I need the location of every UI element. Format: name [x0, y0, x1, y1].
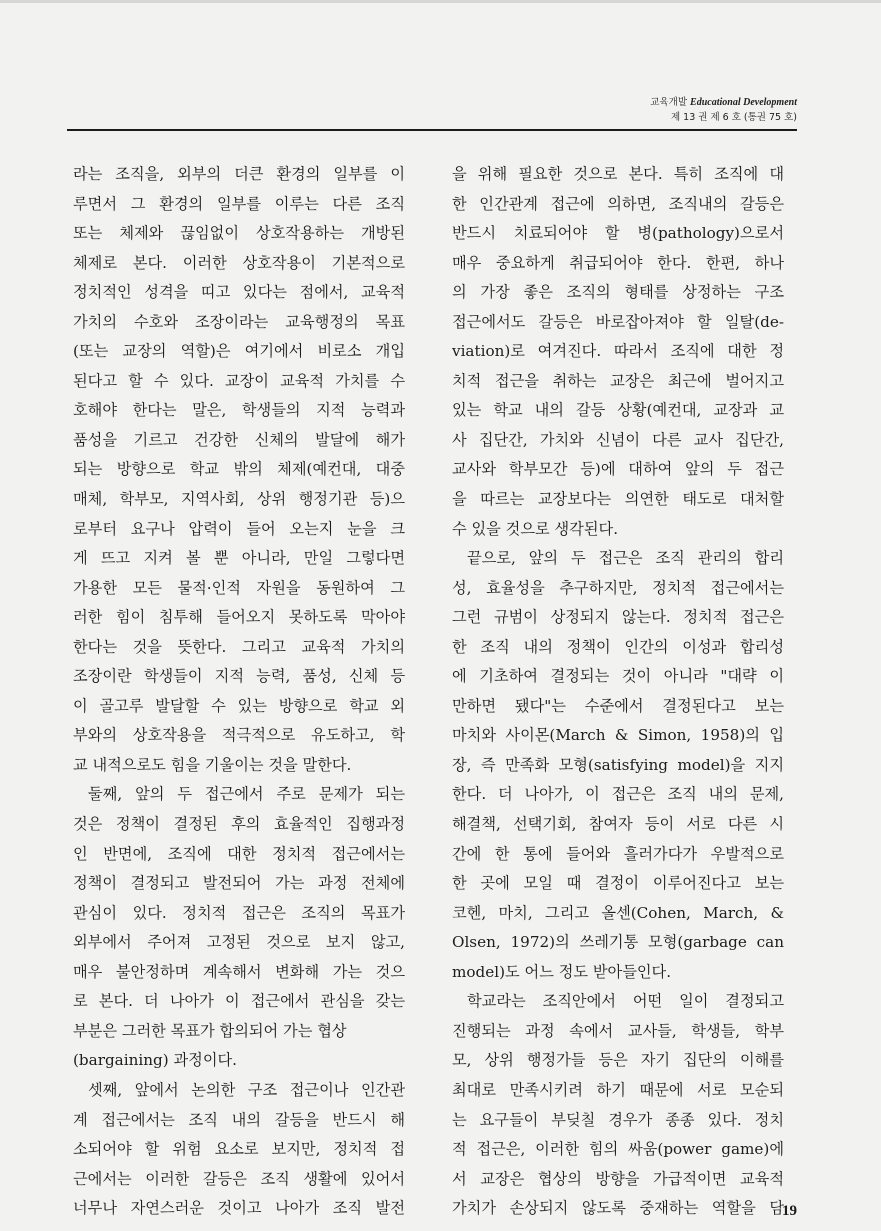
- text-line: (또는 교장의 역할)은 여기에서 비로소 개입: [73, 342, 405, 361]
- text-line: 되는 방향으로 학교 밖의 체제(예컨대, 대중: [73, 460, 405, 479]
- text-line: 끝으로, 앞의 두 접근은 조직 관리의 합리: [467, 549, 784, 568]
- text-line: 학교라는 조직안에서 어떤 일이 결정되고: [467, 992, 784, 1011]
- text-line: 너무나 자연스러운 것이고 나아가 조직 발전: [73, 1199, 405, 1218]
- text-line: 을 따르는 교장보다는 의연한 태도로 대처할: [452, 490, 784, 509]
- text-line: 매우 불안정하며 계속해서 변화해 가는 것으: [73, 962, 405, 981]
- right-column: [452, 160, 784, 1224]
- text-line: 한다는 것을 뜻한다. 그리고 교육적 가치의: [73, 637, 405, 656]
- text-line: 교사와 학부모간 등)에 대하여 앞의 두 접근: [452, 460, 784, 479]
- text-line: 라는 조직을, 외부의 더큰 환경의 일부를 이: [73, 165, 405, 183]
- text-line: 로 본다. 더 나아가 이 접근에서 관심을 갖는: [73, 992, 405, 1011]
- text-line: 한 조직 내의 정책이 인간의 이성과 합리성: [452, 637, 784, 656]
- text-line: 는 요구들이 부딪칠 경우가 종종 있다. 정치: [452, 1110, 784, 1129]
- text-line: 의 가장 좋은 조직의 형태를 상정하는 구조: [452, 283, 784, 302]
- text-line: 품성을 기르고 건강한 신체의 발달에 해가: [73, 430, 405, 449]
- text-line: 러한 힘이 침투해 들어오지 못하도록 막아야: [73, 608, 405, 627]
- text-line: 호해야 한다는 말은, 학생들의 지적 능력과: [73, 401, 405, 420]
- text-line: 매체, 학부모, 지역사회, 상위 행정기관 등)으: [73, 490, 405, 509]
- text-line: (bargaining) 과정이다.: [73, 1051, 238, 1070]
- text-line: 소되어야 할 위험 요소로 보지만, 정치적 접: [73, 1140, 405, 1159]
- text-line: 셋째, 앞에서 논의한 구조 접근이나 인간관: [88, 1080, 405, 1099]
- left-column: [73, 160, 405, 1224]
- text-line: 교 내적으로도 힘을 기울이는 것을 말한다.: [73, 755, 352, 774]
- text-line: 부분은 그러한 목표가 합의되어 가는 협상: [73, 1021, 347, 1040]
- text-line: model)도 어느 정도 받아들인다.: [452, 962, 672, 981]
- text-line: 체제로 본다. 이러한 상호작용이 기본적으로: [73, 253, 405, 272]
- text-line: 한다. 더 나아가, 이 접근은 조직 내의 문제,: [452, 785, 784, 804]
- journal-title: [650, 95, 797, 110]
- text-line: 모, 상위 행정가들 등은 자기 집단의 이해를: [452, 1051, 784, 1070]
- text-line: 관심이 있다. 정치적 접근은 조직의 목표가: [73, 903, 405, 922]
- text-line: 진행되는 과정 속에서 교사들, 학생들, 학부: [452, 1021, 784, 1040]
- text-line: 근에서는 이러한 갈등은 조직 생활에 있어서: [73, 1169, 405, 1188]
- text-line: 마치와 사이몬(March & Simon, 1958)의 입: [452, 726, 784, 745]
- page-top-edge: [0, 0, 881, 3]
- text-line: 또는 체제와 끊임없이 상호작용하는 개방된: [73, 224, 405, 243]
- text-line: 치적 접근을 취하는 교장은 최근에 벌어지고: [452, 371, 784, 390]
- text-line: 계 접근에서는 조직 내의 갈등을 반드시 해: [73, 1110, 405, 1129]
- running-header: [650, 95, 797, 125]
- text-line: 가용한 모든 물적·인적 자원을 동원하여 그: [73, 578, 405, 597]
- text-line: 간에 한 통에 들어와 흘러가다가 우발적으로: [452, 844, 784, 863]
- text-line: 정치적인 성격을 띠고 있다는 점에서, 교육적: [73, 283, 405, 302]
- text-line: 접근에서도 갈등은 바로잡아져야 할 일탈(de-: [452, 312, 784, 331]
- journal-title-ko: 교육개발: [650, 97, 688, 108]
- text-line: 둘째, 앞의 두 접근에서 주로 문제가 되는: [88, 785, 405, 804]
- text-line: 수 있을 것으로 생각된다.: [452, 519, 619, 538]
- page-number: 19: [782, 1203, 797, 1219]
- text-line: 반드시 치료되어야 할 병(pathology)으로서: [452, 224, 784, 243]
- text-line: 이 골고루 발달할 수 있는 방향으로 학교 외: [73, 696, 405, 715]
- text-line: 성, 효율성을 추구하지만, 정치적 접근에서는: [452, 578, 784, 597]
- text-line: 외부에서 주어져 고정된 것으로 보지 않고,: [73, 933, 405, 952]
- text-line: 조장이란 학생들이 지적 능력, 품성, 신체 등: [73, 667, 405, 686]
- text-line: 가치가 손상되지 않도록 중재하는 역할을 담: [452, 1199, 784, 1218]
- issue-info: 제 13 권 제 6 호 (통권 75 호): [670, 112, 797, 123]
- text-line: Olsen, 1972)의 쓰레기통 모형(garbage can: [452, 933, 784, 952]
- text-line: 을 위해 필요한 것으로 본다. 특히 조직에 대: [452, 165, 784, 183]
- text-line: 된다고 할 수 있다. 교장이 교육적 가치를 수: [73, 371, 405, 390]
- journal-title-en: Educational Development: [690, 97, 797, 108]
- text-line: 부와의 상호작용을 적극적으로 유도하고, 학: [73, 726, 405, 745]
- text-line: 루면서 그 환경의 일부를 이루는 다른 조직: [73, 194, 405, 213]
- text-line: 서 교장은 협상의 방향을 가급적이면 교육적: [452, 1169, 784, 1188]
- text-line: 매우 중요하게 취급되어야 한다. 한편, 하나: [452, 253, 784, 272]
- text-line: 정책이 결정되고 발전되어 가는 과정 전체에: [73, 874, 405, 893]
- text-line: 해결책, 선택기회, 참여자 등이 서로 다른 시: [452, 815, 784, 834]
- text-line: 것은 정책이 결정된 후의 효율적인 집행과정: [73, 815, 405, 834]
- text-line: 로부터 요구나 압력이 들어 오는지 눈을 크: [73, 519, 405, 538]
- text-line: 가치의 수호와 조장이라는 교육행정의 목표: [73, 312, 405, 331]
- text-line: 한 인간관계 접근에 의하면, 조직내의 갈등은: [452, 194, 784, 213]
- text-line: 사 집단간, 가치와 신념이 다른 교사 집단간,: [452, 430, 784, 449]
- text-line: 최대로 만족시키려 하기 때문에 서로 모순되: [452, 1080, 784, 1099]
- text-line: 만하면 됐다"는 수준에서 결정된다고 보는: [452, 696, 784, 715]
- text-line: 코헨, 마치, 그리고 올센(Cohen, March, &: [452, 903, 784, 922]
- header-rule: [67, 129, 797, 131]
- text-line: 적 접근은, 이러한 힘의 싸움(power game)에: [452, 1140, 784, 1159]
- text-line: 장, 즉 만족화 모형(satisfying model)을 지지: [452, 755, 784, 774]
- text-line: 그런 규범이 상정되지 않는다. 정치적 접근은: [452, 608, 784, 627]
- text-line: 에 기초하여 결정되는 것이 아니라 "대략 이: [452, 667, 784, 686]
- text-line: 인 반면에, 조직에 대한 정치적 접근에서는: [73, 844, 405, 863]
- text-line: viation)로 여겨진다. 따라서 조직에 대한 정: [452, 342, 784, 361]
- text-line: 게 뜨고 지켜 볼 뿐 아니라, 만일 그렇다면: [73, 549, 405, 568]
- text-line: 한 곳에 모일 때 결정이 이루어진다고 보는: [452, 874, 784, 893]
- text-line: 있는 학교 내의 갈등 상황(예컨대, 교장과 교: [452, 401, 784, 420]
